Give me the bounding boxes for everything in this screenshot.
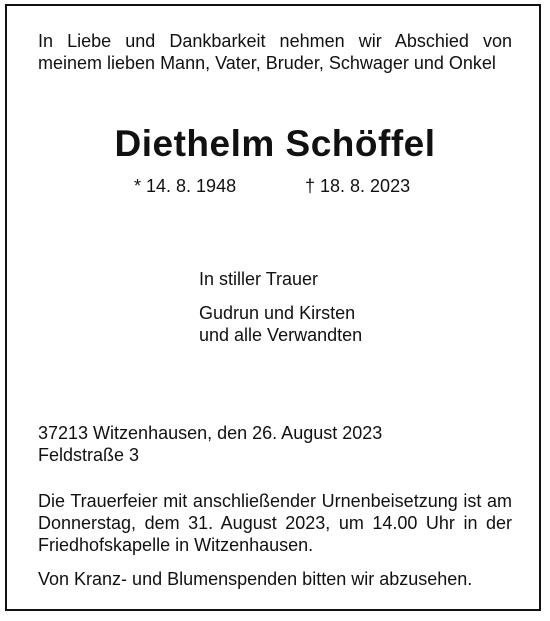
mourning-phrase: In stiller Trauer <box>199 269 319 289</box>
street: Feldstraße 3 <box>38 445 140 465</box>
mourner-line: und alle Verwandten <box>199 325 363 345</box>
intro-text: In Liebe und Dankbarkeit nehmen wir Abschied von meinem lieben Mann, Vater, Bruder, Schwager und Onkel <box>38 31 512 73</box>
deceased-name: Diethelm Schöffel <box>114 123 436 164</box>
address-block <box>38 422 382 466</box>
ceremony-text: Die Trauerfeier mit anschließender Urnenbeisetzung ist am Donnerstag, dem 31. August 2023, um 14.00 Uhr in der Friedhofskapelle in Witzenhausen. <box>38 491 512 555</box>
place-date: 37213 Witzenhausen, den 26. August 2023 <box>38 423 383 443</box>
mourners-list <box>199 302 362 346</box>
death-date: † 18. 8. 2023 <box>305 176 411 196</box>
flowers-note: Von Kranz- und Blumenspenden bitten wir abzusehen. <box>38 569 473 589</box>
mourner-line: Gudrun und Kirsten <box>199 303 356 323</box>
birth-date: * 14. 8. 1948 <box>134 176 237 196</box>
